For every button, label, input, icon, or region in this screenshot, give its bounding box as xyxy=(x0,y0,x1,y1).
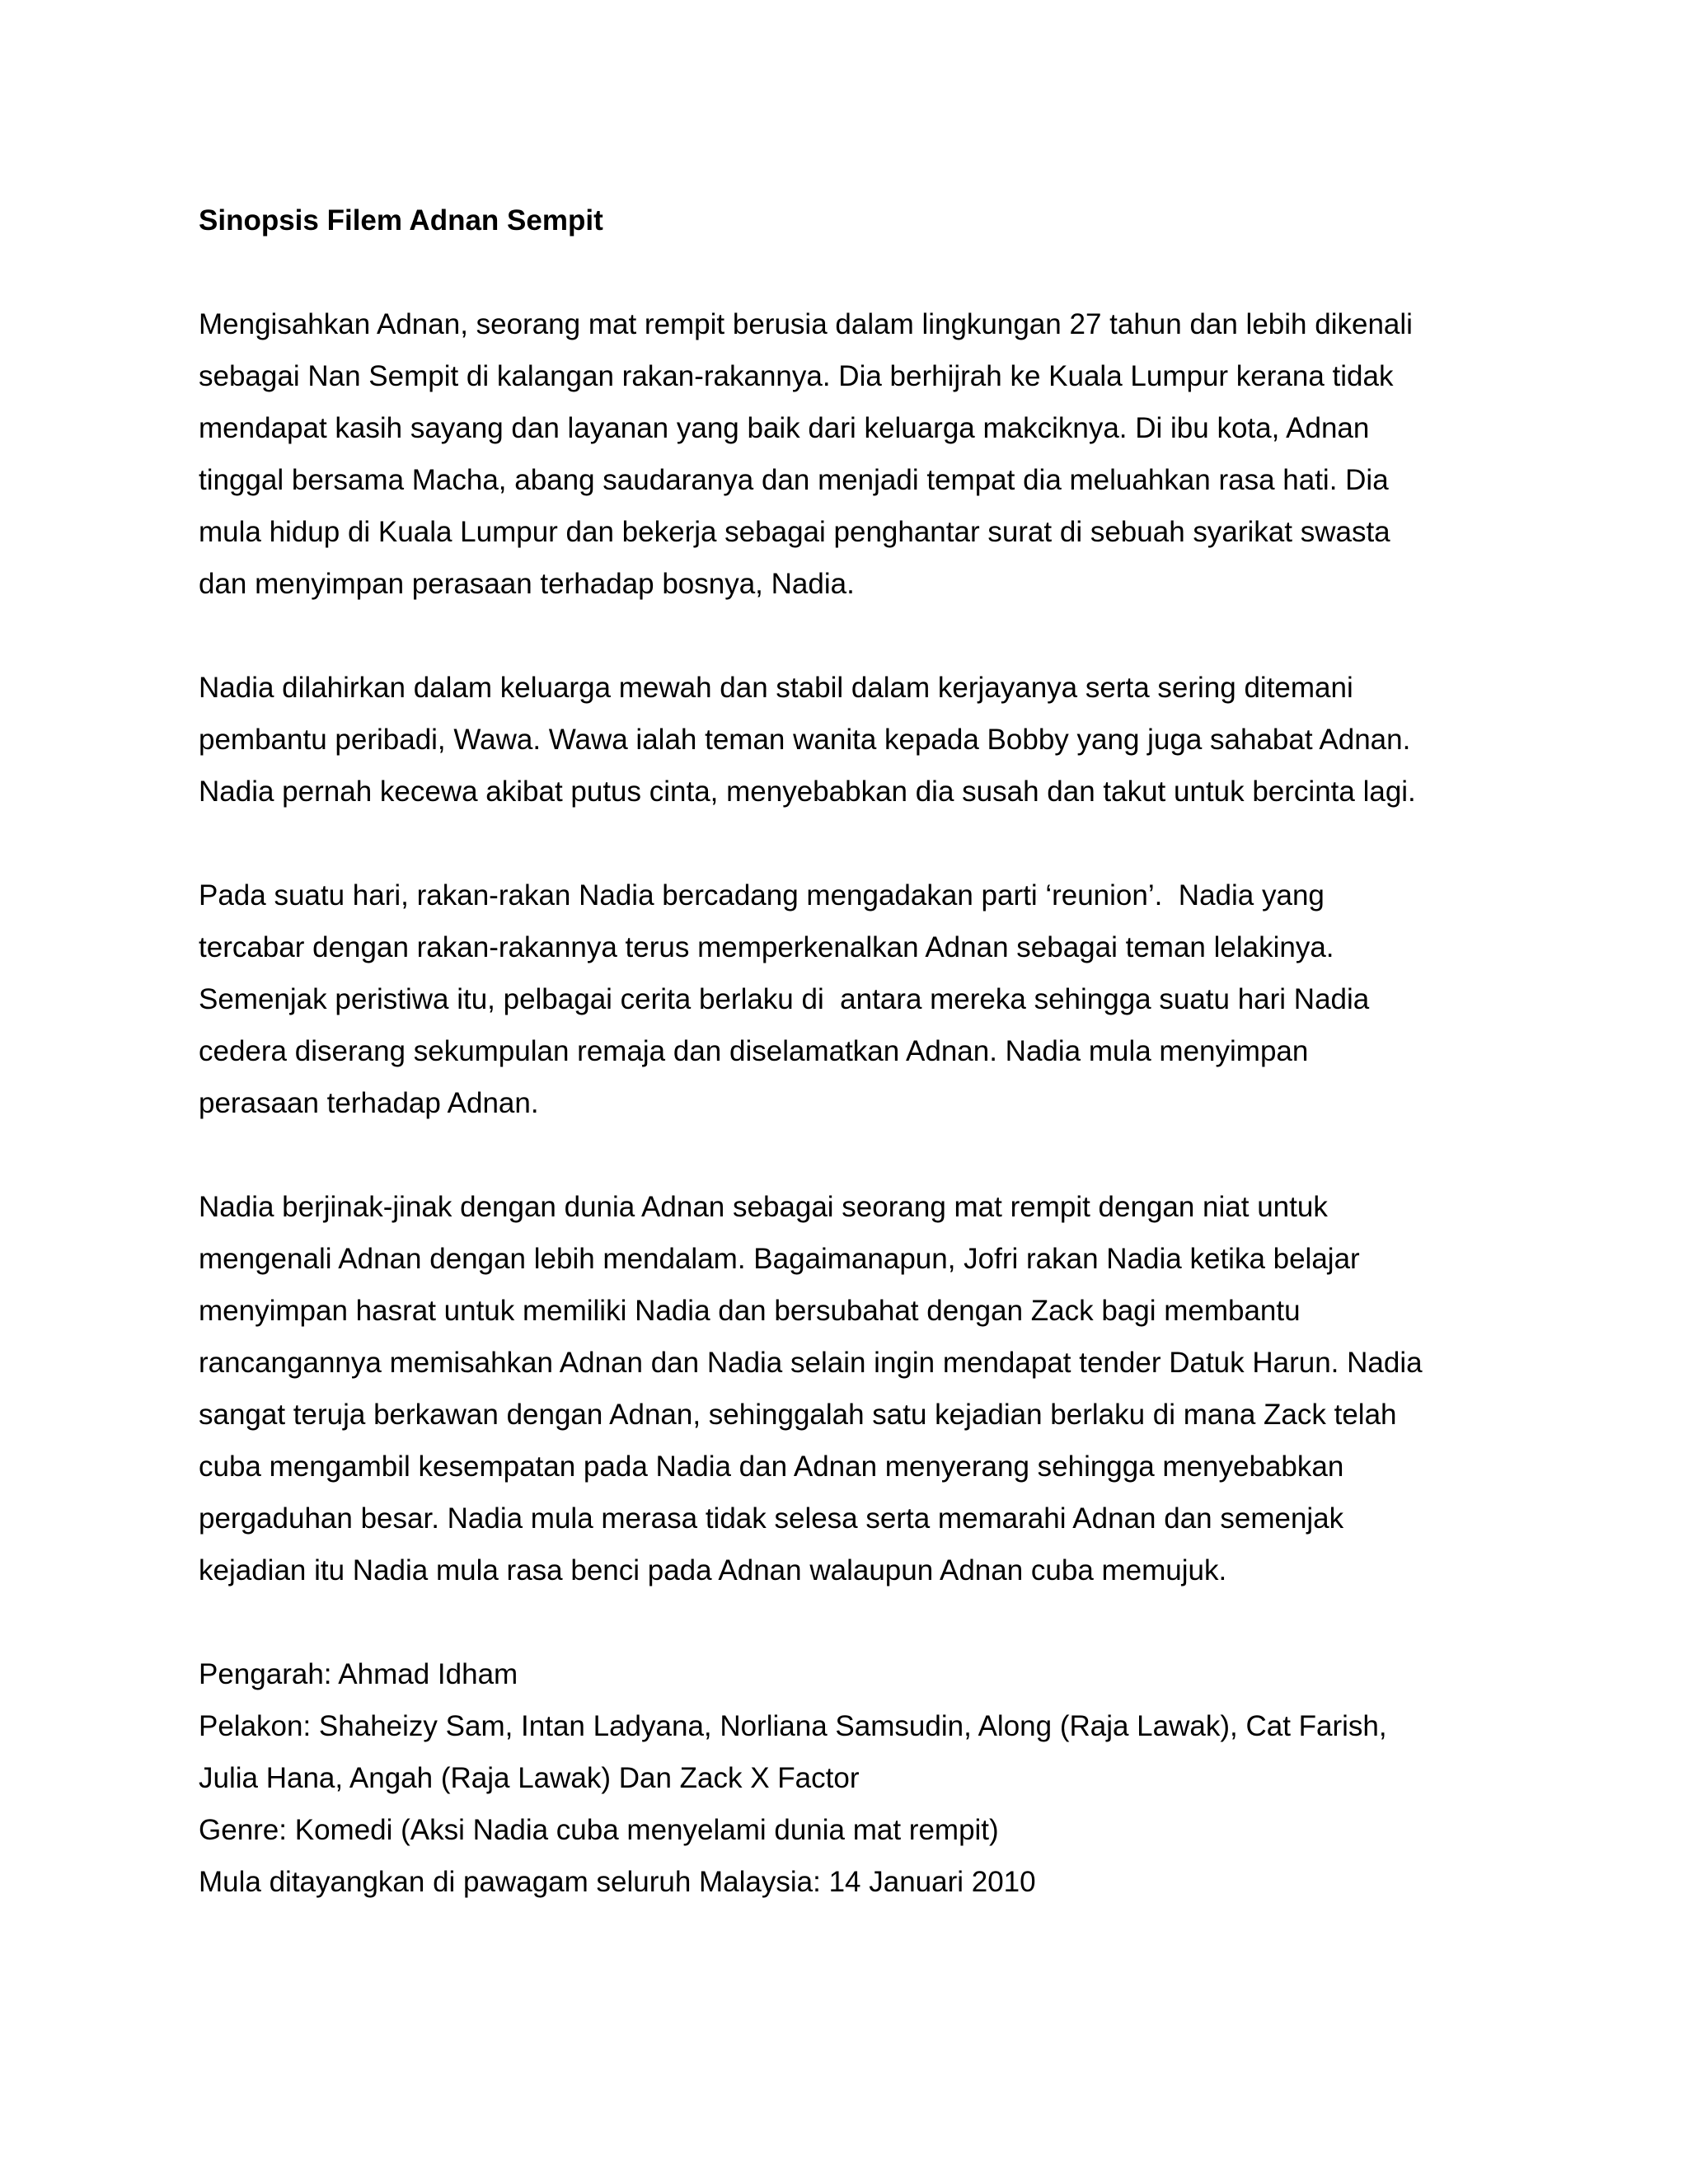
text-line: Semenjak peristiwa itu, pelbagai cerita berlaku di antara mereka sehingga suatu hari Nadia xyxy=(199,983,1370,1015)
text-line: cedera diserang sekumpulan remaja dan diselamatkan Adnan. Nadia mula menyimpan xyxy=(199,1035,1309,1067)
cast-line: Pelakon: Shaheizy Sam, Intan Ladyana, Norliana Samsudin, Along (Raja Lawak), Cat Farish, xyxy=(199,1710,1387,1742)
text-line: mengenali Adnan dengan lebih mendalam. Bagaimanapun, Jofri rakan Nadia ketika belajar xyxy=(199,1243,1360,1275)
text-line: Nadia pernah kecewa akibat putus cinta, menyebabkan dia susah dan takut untuk bercinta lagi. xyxy=(199,776,1416,808)
synopsis-paragraph-3 xyxy=(199,869,1501,1129)
synopsis-paragraph-1 xyxy=(199,298,1501,610)
film-credits xyxy=(199,1648,1501,1908)
genre-line: Genre: Komedi (Aksi Nadia cuba menyelami dunia mat rempit) xyxy=(199,1814,999,1846)
text-line: Nadia berjinak-jinak dengan dunia Adnan sebagai seorang mat rempit dengan niat untuk xyxy=(199,1191,1328,1223)
text-line: mendapat kasih sayang dan layanan yang baik dari keluarga makciknya. Di ibu kota, Adnan xyxy=(199,412,1370,444)
text-line: sebagai Nan Sempit di kalangan rakan-rakannya. Dia berhijrah ke Kuala Lumpur kerana tidak xyxy=(199,360,1394,392)
text-line: mula hidup di Kuala Lumpur dan bekerja sebagai penghantar surat di sebuah syarikat swasta xyxy=(199,516,1390,548)
text-line: sangat teruja berkawan dengan Adnan, sehinggalah satu kejadian berlaku di mana Zack telah xyxy=(199,1399,1397,1431)
document-title: Sinopsis Filem Adnan Sempit xyxy=(199,204,603,237)
text-line: perasaan terhadap Adnan. xyxy=(199,1087,539,1119)
text-line: kejadian itu Nadia mula rasa benci pada Adnan walaupun Adnan cuba memujuk. xyxy=(199,1554,1227,1586)
text-line: Nadia dilahirkan dalam keluarga mewah dan stabil dalam kerjayanya serta sering ditemani xyxy=(199,672,1353,704)
text-line: tercabar dengan rakan-rakannya terus memperkenalkan Adnan sebagai teman lelakinya. xyxy=(199,931,1334,963)
document-page xyxy=(199,194,1501,1908)
text-line: Pada suatu hari, rakan-rakan Nadia bercadang mengadakan parti ‘reunion’. Nadia yang xyxy=(199,879,1325,912)
text-line: rancangannya memisahkan Adnan dan Nadia selain ingin mendapat tender Datuk Harun. Nadia xyxy=(199,1347,1423,1379)
text-line: tinggal bersama Macha, abang saudaranya dan menjadi tempat dia meluahkan rasa hati. Dia xyxy=(199,464,1389,496)
director-line: Pengarah: Ahmad Idham xyxy=(199,1658,518,1690)
synopsis-paragraph-4 xyxy=(199,1181,1501,1596)
cast-line-continued: Julia Hana, Angah (Raja Lawak) Dan Zack X Factor xyxy=(199,1762,860,1794)
text-line: cuba mengambil kesempatan pada Nadia dan Adnan menyerang sehingga menyebabkan xyxy=(199,1451,1344,1483)
text-line: dan menyimpan perasaan terhadap bosnya, Nadia. xyxy=(199,568,855,600)
synopsis-paragraph-2 xyxy=(199,662,1501,818)
text-line: pembantu peribadi, Wawa. Wawa ialah teman wanita kepada Bobby yang juga sahabat Adnan. xyxy=(199,724,1411,756)
text-line: pergaduhan besar. Nadia mula merasa tidak selesa serta memarahi Adnan dan semenjak xyxy=(199,1502,1344,1535)
release-date-line: Mula ditayangkan di pawagam seluruh Malaysia: 14 Januari 2010 xyxy=(199,1866,1036,1898)
text-line: Mengisahkan Adnan, seorang mat rempit berusia dalam lingkungan 27 tahun dan lebih dikenali xyxy=(199,308,1413,340)
text-line: menyimpan hasrat untuk memiliki Nadia dan bersubahat dengan Zack bagi membantu xyxy=(199,1295,1301,1327)
